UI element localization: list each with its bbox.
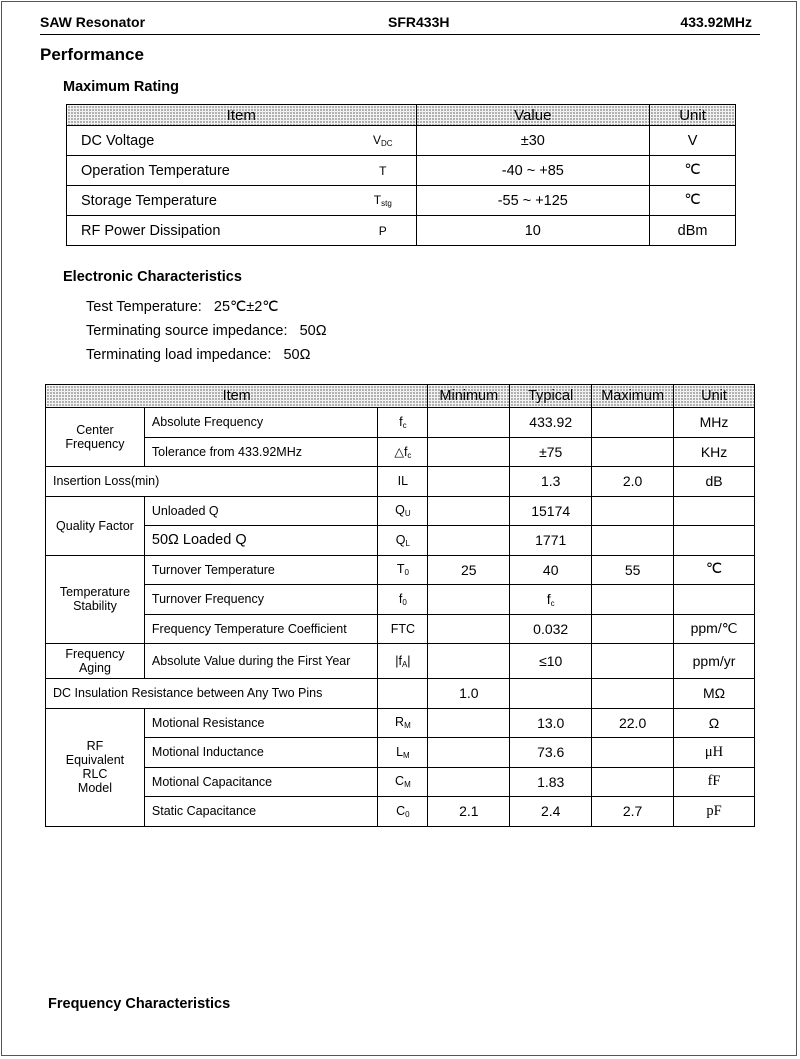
param-symbol: $|f_A|$: [378, 644, 428, 679]
rating-unit: ℃: [650, 156, 736, 186]
param-typ: 433.92: [510, 408, 592, 438]
param-min: [428, 644, 510, 679]
param-name: Absolute Frequency: [144, 408, 378, 438]
param-min: [428, 496, 510, 526]
table-row: [46, 526, 755, 556]
param-unit: pF: [674, 797, 755, 827]
electronic-heading: Electronic Characteristics: [63, 269, 242, 285]
param-symbol: [378, 679, 428, 709]
param-unit: MΩ: [674, 679, 755, 709]
param-symbol: IL: [378, 467, 428, 497]
param-max: [592, 644, 674, 679]
table-row: [46, 614, 755, 644]
param-typ: ≤10: [510, 644, 592, 679]
max-rating-table: [66, 104, 736, 246]
col-item: Item: [67, 105, 417, 126]
param-min: [428, 526, 510, 556]
param-unit: Ω: [674, 708, 755, 738]
param-symbol: $R_M$: [378, 708, 428, 738]
table-row: [67, 126, 736, 156]
param-max: [592, 408, 674, 438]
load-impedance: Terminating load impedance: 50Ω: [86, 347, 311, 363]
param-name: Unloaded Q: [144, 496, 378, 526]
param-max: [592, 526, 674, 556]
param-name: Static Capacitance: [144, 797, 378, 827]
col-item: Item: [46, 385, 428, 408]
param-min: [428, 614, 510, 644]
param-max: 22.0: [592, 708, 674, 738]
rating-value: 10: [416, 216, 650, 246]
param-symbol: FTC: [378, 614, 428, 644]
param-name: DC Insulation Resistance between Any Two Pins: [46, 679, 378, 709]
table-row: [46, 708, 755, 738]
header-frequency: 433.92MHz: [680, 14, 752, 30]
param-max: [592, 767, 674, 797]
table-row: [46, 738, 755, 768]
param-max: 55: [592, 555, 674, 585]
table-row: [46, 797, 755, 827]
param-min: [428, 738, 510, 768]
rating-symbol: $V_{DC}$: [350, 126, 416, 156]
param-typ: 1.3: [510, 467, 592, 497]
param-symbol: $f_c$: [378, 408, 428, 438]
document-header: [40, 12, 760, 35]
param-unit: ppm/yr: [674, 644, 755, 679]
source-impedance: Terminating source impedance: 50Ω: [86, 323, 327, 339]
rating-symbol: T: [350, 156, 416, 186]
param-unit: [674, 526, 755, 556]
param-typ: 15174: [510, 496, 592, 526]
param-min: [428, 408, 510, 438]
param-symbol: $Q_U$: [378, 496, 428, 526]
param-unit: [674, 496, 755, 526]
table-row: [46, 437, 755, 467]
param-symbol: $T_0$: [378, 555, 428, 585]
param-typ: 40: [510, 555, 592, 585]
param-max: [592, 679, 674, 709]
param-min: [428, 437, 510, 467]
rating-unit: ℃: [650, 186, 736, 216]
param-min: [428, 467, 510, 497]
table-row: [46, 679, 755, 709]
param-typ: 73.6: [510, 738, 592, 768]
param-name: Turnover Temperature: [144, 555, 378, 585]
page-title: Performance: [40, 45, 144, 64]
rating-name: Operation Temperature: [67, 156, 351, 186]
param-symbol: $\triangle f_c$: [378, 437, 428, 467]
rating-value: ±30: [416, 126, 650, 156]
param-name: Turnover Frequency: [144, 585, 378, 615]
table-row: [46, 467, 755, 497]
col-typical: Typical: [510, 385, 592, 408]
table-row: [67, 216, 736, 246]
rating-name: Storage Temperature: [67, 186, 351, 216]
param-max: [592, 738, 674, 768]
table-row: [46, 644, 755, 679]
param-unit: KHz: [674, 437, 755, 467]
param-unit: [674, 585, 755, 615]
rating-symbol: $T_{stg}$: [350, 186, 416, 216]
param-typ: $f_c$: [510, 585, 592, 615]
param-max: [592, 614, 674, 644]
table-row: [46, 555, 755, 585]
table-header-row: [46, 385, 755, 408]
col-minimum: Minimum: [428, 385, 510, 408]
rating-value: -55 ~ +125: [416, 186, 650, 216]
group-temperature-stability: Temperature Stability: [46, 555, 145, 644]
param-symbol: $f_0$: [378, 585, 428, 615]
col-maximum: Maximum: [592, 385, 674, 408]
param-symbol: $C_0$: [378, 797, 428, 827]
param-min: [428, 585, 510, 615]
param-name: Frequency Temperature Coefficient: [144, 614, 378, 644]
table-row: [67, 156, 736, 186]
col-unit: Unit: [650, 105, 736, 126]
rating-unit: V: [650, 126, 736, 156]
max-rating-heading: Maximum Rating: [63, 79, 180, 95]
rating-name: DC Voltage: [67, 126, 351, 156]
col-value: Value: [416, 105, 650, 126]
param-min: 25: [428, 555, 510, 585]
param-typ: 1.83: [510, 767, 592, 797]
test-temperature: Test Temperature: 25℃±2℃: [86, 299, 279, 315]
param-unit: μH: [674, 738, 755, 768]
rating-symbol: P: [350, 216, 416, 246]
param-max: [592, 496, 674, 526]
table-row: [67, 186, 736, 216]
frequency-characteristics-heading: Frequency Characteristics: [48, 996, 231, 1012]
group-frequency-aging: Frequency Aging: [46, 644, 145, 679]
param-symbol: $C_M$: [378, 767, 428, 797]
table-row: [46, 408, 755, 438]
param-typ: 1771: [510, 526, 592, 556]
param-min: 1.0: [428, 679, 510, 709]
param-min: 2.1: [428, 797, 510, 827]
table-row: [46, 585, 755, 615]
group-center-frequency: Center Frequency: [46, 408, 145, 467]
param-typ: 2.4: [510, 797, 592, 827]
param-min: [428, 767, 510, 797]
param-symbol: $L_M$: [378, 738, 428, 768]
param-max: [592, 437, 674, 467]
param-name: Absolute Value during the First Year: [144, 644, 378, 679]
rating-value: -40 ~ +85: [416, 156, 650, 186]
param-unit: dB: [674, 467, 755, 497]
param-max: [592, 585, 674, 615]
header-product-type: SAW Resonator: [40, 14, 146, 30]
col-unit: Unit: [674, 385, 755, 408]
rating-name: RF Power Dissipation: [67, 216, 351, 246]
table-row: [46, 496, 755, 526]
param-name: Motional Inductance: [144, 738, 378, 768]
param-name: Tolerance from 433.92MHz: [144, 437, 378, 467]
group-rf-equivalent-model: RF Equivalent RLC Model: [46, 708, 145, 826]
table-row: [46, 767, 755, 797]
group-quality-factor: Quality Factor: [46, 496, 145, 555]
param-typ: [510, 679, 592, 709]
param-min: [428, 708, 510, 738]
param-typ: ±75: [510, 437, 592, 467]
table-header-row: [67, 105, 736, 126]
param-unit: fF: [674, 767, 755, 797]
param-unit: MHz: [674, 408, 755, 438]
param-max: 2.0: [592, 467, 674, 497]
param-unit: ℃: [674, 555, 755, 585]
param-symbol: $Q_L$: [378, 526, 428, 556]
param-max: 2.7: [592, 797, 674, 827]
param-name: Motional Resistance: [144, 708, 378, 738]
param-name: 50Ω Loaded Q: [144, 526, 378, 556]
param-typ: 13.0: [510, 708, 592, 738]
param-typ: 0.032: [510, 614, 592, 644]
electronic-characteristics-table: [45, 384, 755, 827]
param-name: Insertion Loss(min): [46, 467, 378, 497]
header-model: SFR433H: [388, 14, 450, 30]
param-unit: ppm/℃: [674, 614, 755, 644]
param-name: Motional Capacitance: [144, 767, 378, 797]
rating-unit: dBm: [650, 216, 736, 246]
